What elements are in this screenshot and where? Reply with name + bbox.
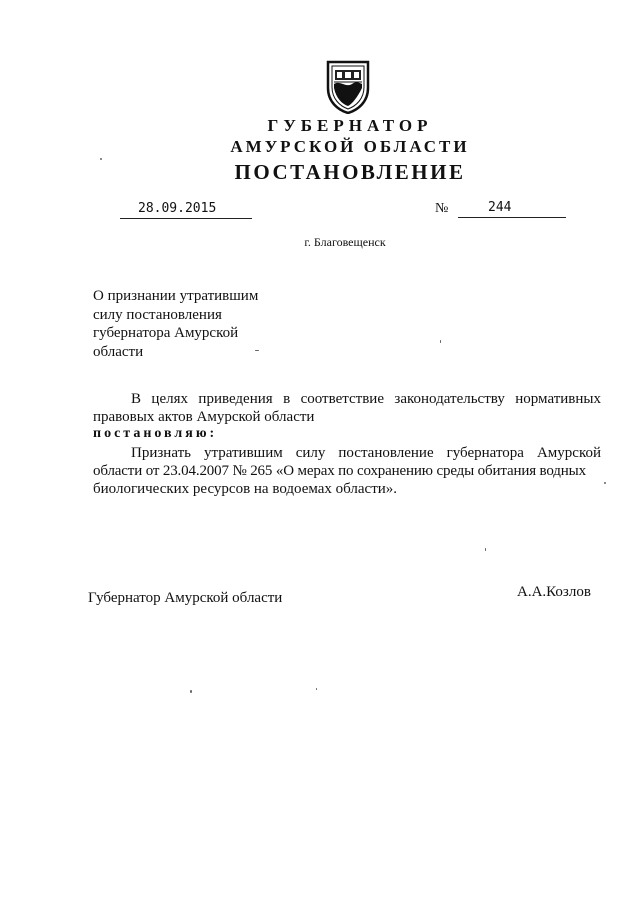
scan-speck: [316, 688, 317, 690]
body-line: биологических ресурсов на водоемах области».: [93, 481, 398, 497]
scan-speck: [440, 340, 441, 343]
body-line: Признать утратившим силу постановление губернатора Амурской: [131, 445, 601, 461]
scan-speck: [100, 158, 102, 160]
subject-line: силу постановления: [93, 306, 222, 323]
governor-heading: ГУБЕРНАТОР: [267, 116, 433, 135]
scan-speck: [255, 350, 259, 351]
city-line: г. Благовещенск: [304, 235, 386, 249]
subject-line: О признании утратившим: [93, 288, 259, 304]
number-label: №: [435, 201, 449, 216]
document-subject: [93, 287, 258, 361]
resolution-keyword: постановляю:: [93, 426, 218, 441]
body-line: В целях приведения в соответствие законодательству нормативных: [131, 391, 601, 407]
scan-speck: [604, 482, 606, 484]
region-heading: АМУРСКОЙ ОБЛАСТИ: [230, 137, 470, 156]
body-line: области от 23.04.2007 № 265 «О мерах по сохранению среды обитания водных: [93, 463, 586, 479]
signatory-title: Губернатор Амурской области: [88, 590, 283, 606]
body-line: правовых актов Амурской области: [93, 409, 315, 425]
resolution-paragraph: [93, 444, 601, 498]
coat-of-arms-icon: [324, 58, 372, 114]
signatory-name: А.А.Козлов: [517, 584, 591, 600]
document-type-heading: ПОСТАНОВЛЕНИЕ: [234, 160, 466, 184]
document-number: 244: [458, 199, 566, 218]
preamble-paragraph: [93, 390, 601, 426]
scan-speck: [190, 690, 192, 693]
subject-line: области: [93, 343, 144, 360]
scan-speck: [485, 548, 486, 551]
document-date: 28.09.2015: [120, 201, 252, 219]
subject-line: губернатора Амурской: [93, 325, 239, 341]
